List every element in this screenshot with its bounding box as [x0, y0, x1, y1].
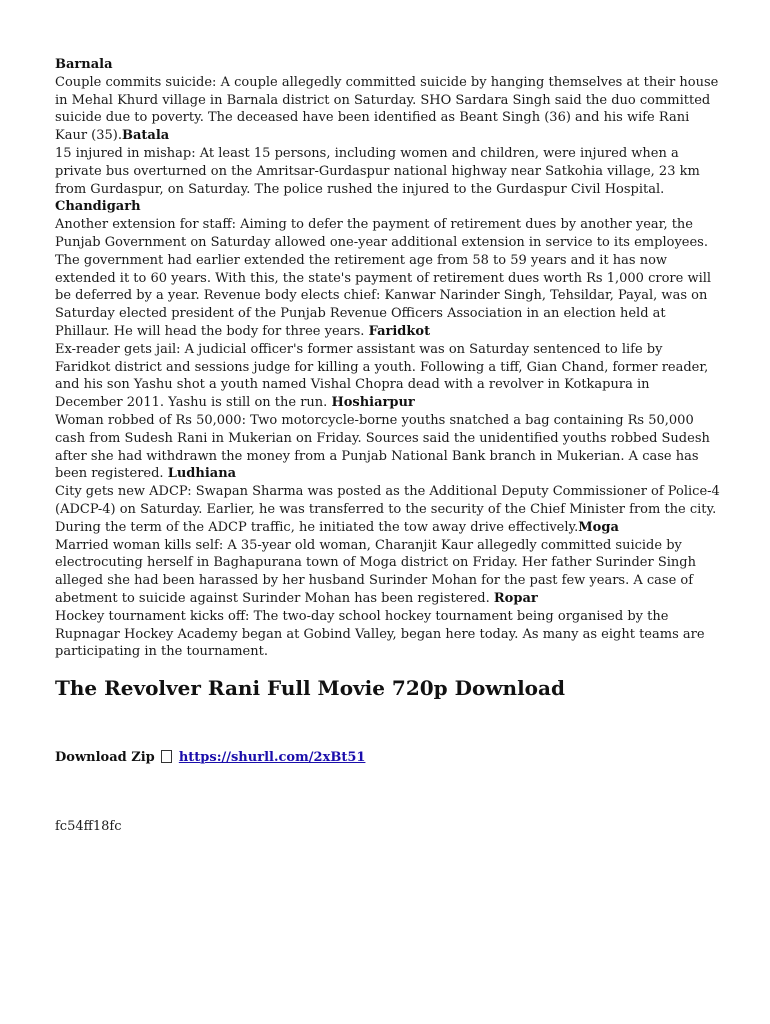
download-link[interactable]: https://shurll.com/2xBt51: [178, 750, 366, 765]
news-column: [55, 56, 720, 661]
city-heading: Batala: [122, 128, 170, 144]
news-text: Married woman kills self: A 35-year old woman, Charanjit Kaur allegedly committed suicide by electrocuting herself in Baghapurana town of Moga district on Friday. Her father Surinder Singh alleged she had been harassed by her husband Surinder Mohan for the past few years. A case of abetment to suicide against Surinder Mohan has been registered.: [55, 537, 696, 606]
news-text: Couple commits suicide: A couple allegedly committed suicide by hanging themselves at their house in Mehal Khurd village in Barnala district on Saturday. SHO Sardara Singh said the duo committed suicide due to poverty. The deceased have been identified as Beant Singh (36) and his wife Rani Kaur (35).: [55, 74, 719, 144]
city-heading: Ropar: [493, 590, 538, 606]
missing-glyph-icon: [161, 750, 172, 763]
news-text: Ex-reader gets jail: A judicial officer's former assistant was on Saturday sentenced to life by Faridkot district and sessions judge for killing a youth. Following a tiff, Gian Chand, former reader, and his son Yashu shot a youth named Vishal Chopra dead with a revolver in Kotkapura in December 2011. Yashu is still on the run.: [55, 341, 709, 411]
download-line: [55, 750, 365, 765]
city-heading: Ludhiana: [167, 466, 237, 482]
city-heading: Chandigarh: [55, 199, 141, 215]
city-heading: Faridkot: [368, 323, 431, 339]
news-briefs: [55, 56, 720, 661]
news-text: 15 injured in mishap: At least 15 persons, including women and children, were injured when a private bus overturned on the Amritsar-Gurdaspur national highway near Satkohia village, 23 km from Gurdaspur, on Saturday. The police rushed the injured to the Gurdaspur Civil Hospital.: [55, 145, 700, 197]
city-heading: Hoshiarpur: [331, 395, 415, 411]
city-heading: Barnala: [55, 57, 113, 72]
footer-code: fc54ff18fc: [55, 819, 122, 834]
news-text: Another extension for staff: Aiming to defer the payment of retirement dues by another year, the Punjab Government on Saturday allowed one-year additional extension in service to its employees. The government had earlier extended the retirement age from 58 to 59 years and it has now extended it to 60 years. With this, the state's payment of retirement dues worth Rs 1,000 crore will be deferred by a year. Revenue body elects chief: Kanwar Narinder Singh, Tehsildar, Payal, was on Saturday elected president of the Punjab Revenue Officers Association in an election held at Phillaur. He will head the body for three years.: [55, 217, 712, 339]
download-label: Download Zip: [55, 750, 155, 765]
page-title: The Revolver Rani Full Movie 720p Download: [55, 676, 565, 700]
news-text: Hockey tournament kicks off: The two-day school hockey tournament being organised by the Rupnagar Hockey Academy began at Gobind Valley, began here today. As many as eight teams are participating in the tournament.: [55, 608, 705, 660]
news-text: Woman robbed of Rs 50,000: Two motorcycle-borne youths snatched a bag containing Rs 50,000 cash from Sudesh Rani in Mukerian on Friday. Sources said the unidentified youths robbed Sudesh after she had withdrawn the money from a Punjab National Bank branch in Mukerian. A case has been registered.: [55, 412, 710, 482]
news-text: City gets new ADCP: Swapan Sharma was posted as the Additional Deputy Commissioner of Police-4 (ADCP-4) on Saturday. Earlier, he was transferred to the security of the Chief Minister from the city. During the term of the ADCP traffic, he initiated the tow away drive effectively.: [55, 484, 720, 535]
news-block-1: [55, 56, 720, 661]
city-heading: Moga: [578, 519, 619, 535]
